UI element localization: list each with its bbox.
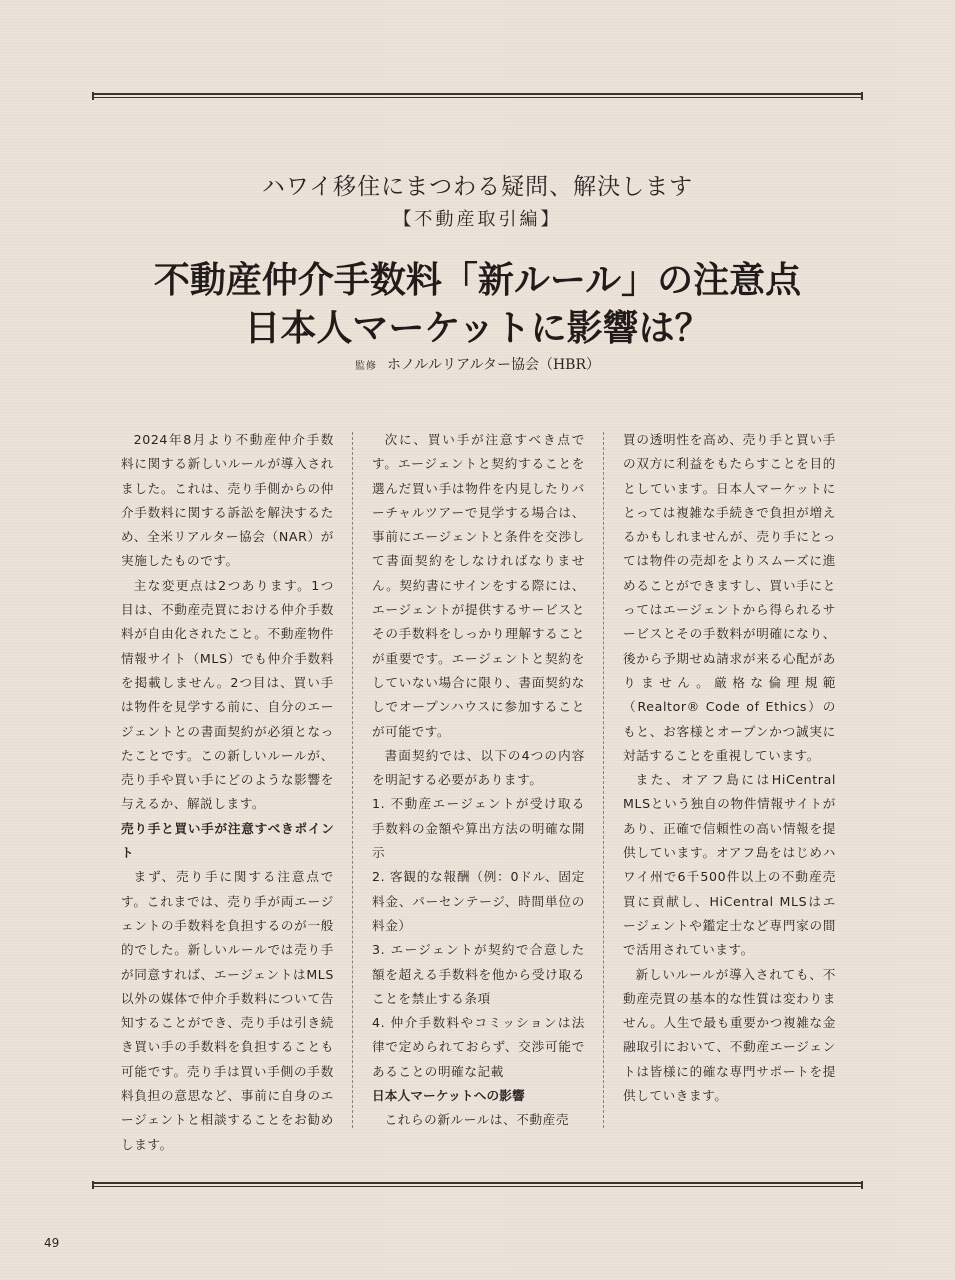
paragraph: これらの新ルールは、不動産売	[384, 1112, 570, 1128]
paragraph: 新しいルールが導入されても、不動産売買の基本的な性質は変わりません。人生で最も重要かつ複雑な金融取引において、不動産エージェントは皆様に的確な専門サポートを提供していきます。	[623, 966, 836, 1104]
list-item: 2. 客観的な報酬（例：0ドル、固定料金、パーセンテージ、時間単位の料金）	[372, 869, 585, 933]
paragraph: 書面契約では、以下の4つの内容を明記する必要があります。	[372, 747, 585, 788]
article-column-1	[121, 428, 334, 1157]
supervisor-credit	[0, 354, 955, 374]
list-item: 3. エージェントが契約で合意した額を超える手数料を他から受け取ることを禁止する条項	[372, 942, 585, 1006]
article-column-3	[623, 428, 836, 1108]
headline-line-2: 日本人マーケットに影響は？	[244, 308, 711, 349]
paragraph: 主な変更点は2つあります。1つ目は、不動産売買における仲介手数料が自由化されたこと。不動産物件情報サイト（MLS）でも仲介手数料を掲載しません。2つ目は、買い手は物件を見学する前に、自分のエージェントとの書面契約が必須となったことです。この新しいルールが、売り手や買い手にどのような影響を与えるか、解説します。	[121, 577, 334, 812]
paragraph: まず、売り手に関する注意点です。これまでは、売り手が両エージェントの手数料を負担するのが一般的でした。新しいルールでは売り手が同意すれば、エージェントはMLS以外の媒体で仲介手数料について告知することができ、売り手は引き続き買い手の手数料を負担することも可能です。売り手は買い手側の手数料負担の意思など、事前に自身のエージェントと相談することをお勧めします。	[121, 869, 334, 1152]
page-number: 49	[44, 1236, 60, 1250]
column-divider	[352, 432, 353, 1128]
supervisor-name: ホノルルリアルター協会（HBR）	[386, 357, 600, 373]
bottom-ornament-rule	[92, 1182, 863, 1188]
paragraph: 次に、買い手が注意すべき点です。エージェントと契約することを選んだ買い手は物件を内見したりバーチャルツアーで見学する場合は、事前にエージェントと条件を交渉して書面契約をしなければなりません。契約書にサインをする際には、エージェントが提供するサービスとその手数料をしっかり理解することが重要です。エージェントと契約をしていない場合に限り、書面契約なしでオープンハウスに参加することが可能です。	[372, 432, 585, 739]
section-label: 【不動産取引編】	[393, 209, 562, 230]
series-title: ハワイ移住にまつわる疑問、解決します	[261, 174, 694, 200]
top-ornament-rule	[92, 93, 863, 99]
paragraph: 2024年8月より不動産仲介手数料に関する新しいルールが導入されました。これは、売り手側からの仲介手数料に関する訴訟を解決するため、全米リアルター協会（NAR）が実施したものです。	[121, 432, 334, 569]
paragraph: 買の透明性を高め、売り手と買い手の双方に利益をもたらすことを目的としています。日本人マーケットにとっては複雑な手続きで負担が増えるかもしれませんが、売り手にとっては物件の売却をよりスムーズに進めることができますし、買い手にとってはエージェントから得られるサービスとその手数料が明確になり、後から予期せぬ請求が来る心配がありません。厳格な倫理規範（Realtor® Code of Ethics）のもと、お客様とオープンかつ誠実に対話することを重視しています。	[623, 432, 836, 763]
subheading: 売り手と買い手が注意すべきポイント	[121, 820, 334, 861]
article-column-2	[372, 428, 585, 1133]
subheading: 日本人マーケットへの影響	[372, 1088, 525, 1104]
headline-line-1: 不動産仲介手数料「新ルール」の注意点	[153, 260, 802, 301]
list-item: 4. 仲介手数料やコミッションは法律で定められておらず、交渉可能であることの明確な記載	[372, 1015, 585, 1079]
list-item: 1. 不動産エージェントが受け取る手数料の金額や算出方法の明確な開示	[372, 796, 585, 861]
column-divider	[603, 432, 604, 1128]
supervisor-label: 監修	[354, 361, 377, 372]
paragraph: また、オアフ島にはHiCentral MLSという独自の物件情報サイトがあり、正確で信頼性の高い情報を提供しています。オアフ島をはじめハワイ州で6千500件以上の不動産売買に貢献し、HiCentral MLSはエージェントや鑑定士など専門家の間で活用されています。	[623, 772, 836, 958]
